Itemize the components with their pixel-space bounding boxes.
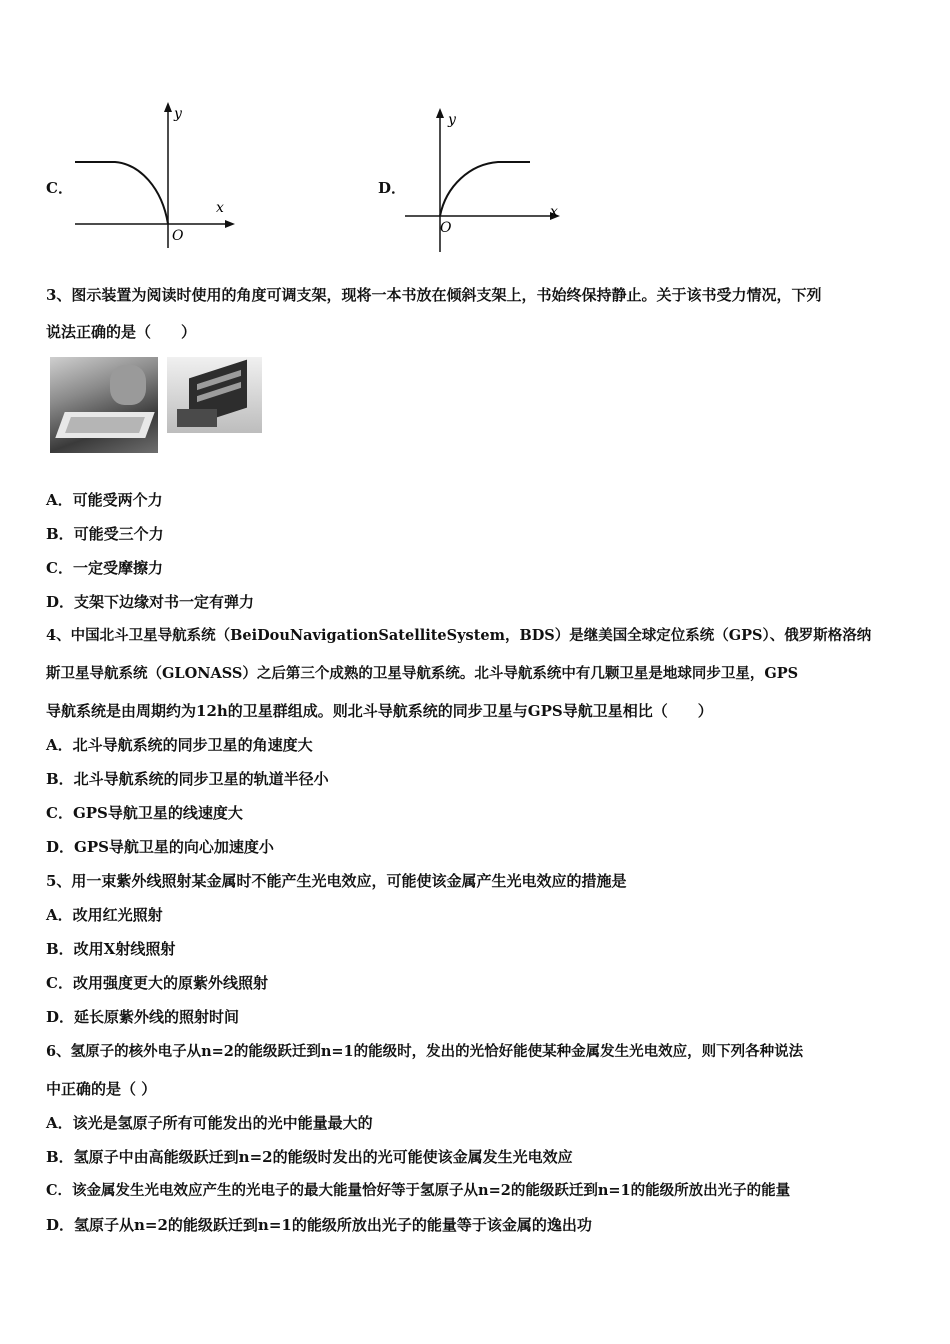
q5-option-d: D．延长原紫外线的照射时间 xyxy=(46,1008,240,1026)
q5-option-a: A．改用红光照射 xyxy=(46,906,163,924)
q3-stem-line-2: 说法正确的是（ ） xyxy=(46,323,197,341)
q6-option-a: A．该光是氢原子所有可能发出的光中能量最大的 xyxy=(46,1114,373,1132)
graph-c-x-arrow xyxy=(225,220,235,228)
q3-option-a: A．可能受两个力 xyxy=(46,491,163,509)
q5-option-c: C．改用强度更大的原紫外线照射 xyxy=(46,974,268,992)
q6-stem-line-1: 6、氢原子的核外电子从n=2的能级跃迁到n=1的能级时，发出的光恰好能使某种金属发生光电效应，则下列各种说法 xyxy=(46,1043,804,1060)
graph-c-curve xyxy=(75,162,168,224)
q4-stem-line-2: 斯卫星导航系统（GLONASS）之后第三个成熟的卫星导航系统。北斗导航系统中有几颗卫星是地球同步卫星，GPS xyxy=(46,665,799,682)
graph-d-y-arrow xyxy=(436,108,444,118)
q5-stem-line-1: 5、用一束紫外线照射某金属时不能产生光电效应，可能使该金属产生光电效应的措施是 xyxy=(46,872,627,890)
graph-c-x-label: x xyxy=(216,200,224,216)
q4-stem-line-3: 导航系统是由周期约为12h的卫星群组成。则北斗导航系统的同步卫星与GPS导航卫星相比（ ） xyxy=(46,702,713,720)
q4-option-d: D．GPS导航卫星的向心加速度小 xyxy=(46,838,274,856)
q4-option-b: B．北斗导航系统的同步卫星的轨道半径小 xyxy=(46,770,329,788)
q6-stem-line-2: 中正确的是（ ） xyxy=(46,1080,157,1098)
q6-option-b: B．氢原子中由高能级跃迁到n=2的能级时发出的光可能使该金属发生光电效应 xyxy=(46,1148,573,1166)
q5-option-b: B．改用X射线照射 xyxy=(46,940,176,958)
q4-option-a: A．北斗导航系统的同步卫星的角速度大 xyxy=(46,736,313,754)
graph-c-y-label: y xyxy=(174,106,182,122)
q4-option-c: C．GPS导航卫星的线速度大 xyxy=(46,804,243,822)
graph-d-label: D． xyxy=(378,179,407,197)
graph-d-x-label: x xyxy=(550,204,558,220)
graph-c-origin: O xyxy=(172,228,184,244)
q3-stem-line-1: 3、图示装置为阅读时使用的角度可调支架，现将一本书放在倾斜支架上，书始终保持静止。关于该书受力情况，下列 xyxy=(46,286,822,304)
book-stand-photo-2 xyxy=(167,357,262,433)
q6-option-c: C．该金属发生光电效应产生的光电子的最大能量恰好等于氢原子从n=2的能级跃迁到n=1的能级所放出光子的能量 xyxy=(46,1182,791,1199)
graph-c xyxy=(70,98,240,258)
q3-option-c: C．一定受摩擦力 xyxy=(46,559,163,577)
q4-stem-line-1: 4、中国北斗卫星导航系统（BeiDouNavigationSatelliteSystem，BDS）是继美国全球定位系统（GPS）、俄罗斯格洛纳 xyxy=(46,627,872,644)
graph-d xyxy=(400,104,570,259)
graph-d-curve xyxy=(440,162,530,216)
graph-c-y-arrow xyxy=(164,102,172,112)
q3-option-d: D．支架下边缘对书一定有弹力 xyxy=(46,593,255,611)
q3-option-b: B．可能受三个力 xyxy=(46,525,164,543)
book-stand-photo-1 xyxy=(50,357,158,453)
graph-c-label: C． xyxy=(46,179,73,197)
graph-d-origin: O xyxy=(440,220,452,236)
graph-d-y-label: y xyxy=(448,112,456,128)
q6-option-d: D．氢原子从n=2的能级跃迁到n=1的能级所放出光子的能量等于该金属的逸出功 xyxy=(46,1216,592,1234)
